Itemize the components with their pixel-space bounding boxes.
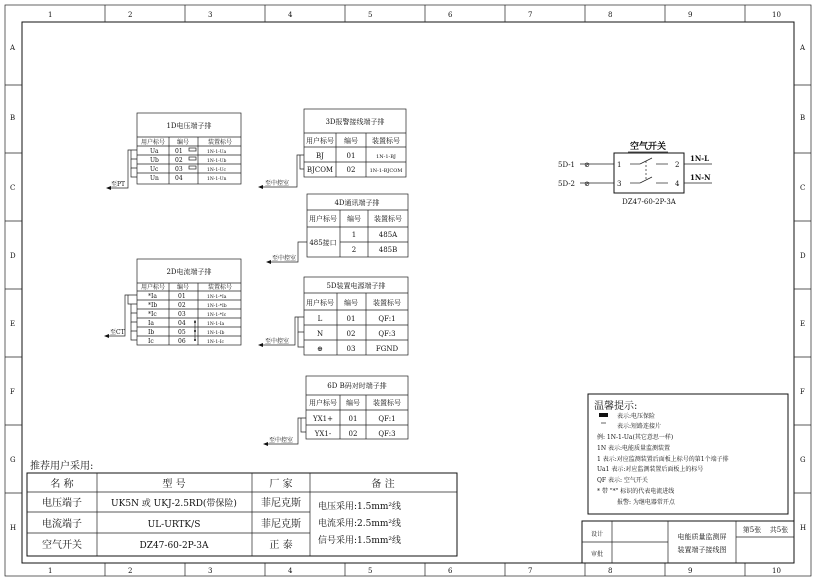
recommend-header-vendor: 厂 家: [269, 479, 293, 490]
block-2d-row2-dev: 1N-1-*Ib: [207, 304, 227, 309]
row-b-right: B: [800, 114, 806, 122]
block-6d-row1-dev: QF:1: [378, 415, 396, 423]
block-3d-header-no: 编号: [344, 137, 358, 145]
block-3d-row2-dev: 1N-1-BJCOM: [369, 168, 403, 174]
block-1d-row2-no: 02: [175, 157, 183, 164]
title-review: 审批: [590, 551, 604, 558]
block-2d-row4-user: Ia: [148, 320, 154, 327]
block-1d-row1-user: Ua: [150, 148, 159, 155]
row-f-right: F: [800, 388, 805, 396]
col-1-bottom: 1: [48, 567, 53, 575]
fuse-icon: [189, 166, 196, 169]
block-5d-row1-dev: QF:1: [378, 315, 396, 323]
block-6d-row2-dev: QF:3: [378, 430, 396, 438]
block-3d-row1-no: 01: [346, 152, 356, 160]
row-g-left: G: [10, 456, 16, 464]
terminal-block-5d: [258, 277, 408, 355]
recommend-note1: 电压采用:1.5mm²线: [318, 502, 402, 512]
breaker-out2: 1N-N: [690, 173, 711, 182]
block-1d-row2-dev: 1N-1-Ub: [207, 159, 227, 164]
col-10-top: 10: [772, 11, 781, 19]
col-3-top: 3: [208, 11, 213, 19]
col-4-bottom: 4: [288, 567, 293, 575]
tips-title: 温馨提示:: [594, 401, 638, 412]
arrow-icon: [104, 334, 109, 338]
col-2-top: 2: [128, 11, 133, 19]
row-b-left: B: [10, 114, 16, 122]
block-3d-header-user: 用户标号: [306, 137, 334, 145]
recommend-header-name: 名 称: [50, 479, 74, 490]
fuse-icon: [189, 157, 196, 160]
row-c-right: C: [800, 184, 806, 192]
breaker-pin2: 2: [675, 161, 680, 169]
recommend-row2-vendor: 菲尼克斯: [261, 519, 301, 530]
arrow-icon: [263, 442, 268, 446]
tips-line5: 1 表示:对应监测装置后面板上标号的第1个端子排: [597, 456, 729, 463]
block-6d-row1-user: YX1+: [313, 415, 333, 423]
col-3-bottom: 3: [208, 567, 213, 575]
row-e-left: E: [10, 320, 16, 328]
block-1d-row1-dev: 1N-1-Ua: [207, 150, 227, 155]
row-a-right: A: [800, 44, 806, 52]
col-8-top: 8: [608, 11, 613, 19]
block-2d-row2-user: *Ib: [148, 302, 158, 309]
breaker-in1: 5D-1: [558, 161, 576, 169]
tips-line4: 1N 表示:电能质量监测装置: [597, 445, 670, 452]
recommend-row1-name: 电压端子: [42, 498, 82, 509]
col-9-bottom: 9: [688, 567, 693, 575]
block-1d-dest: 至PT: [111, 181, 126, 188]
block-5d-row2-user: N: [316, 330, 324, 338]
title-name-line2: 装置端子接线图: [677, 546, 727, 554]
block-2d-header-user: 用户标号: [140, 284, 166, 291]
breaker-title: 空气开关: [629, 142, 667, 152]
air-breaker-diagram: [558, 140, 712, 206]
breaker-box: [614, 153, 684, 193]
tips-line1: 表示:电压保险: [617, 413, 656, 420]
block-6d-title: 6D B码对时端子排: [327, 382, 387, 390]
col-8-bottom: 8: [608, 567, 613, 575]
tips-line7: QF 表示: 空气开关: [597, 477, 648, 484]
tips-line6: Ua1 表示:对应监测装置后面板上的标号: [597, 466, 704, 473]
block-1d-row4-no: 04: [175, 175, 183, 182]
block-1d-row4-user: Un: [150, 175, 159, 182]
block-2d-row4-no: 04: [178, 320, 186, 327]
terminal-block-3d: [258, 109, 406, 189]
block-2d-row5-no: 05: [178, 329, 186, 336]
title-block: [582, 521, 794, 563]
block-5d-row3-no: 03: [346, 345, 356, 353]
block-4d-header-no: 编号: [347, 215, 361, 223]
block-4d-header-dev: 装置标号: [374, 215, 402, 223]
block-6d-header-no: 编号: [346, 399, 360, 407]
terminal-circle-icon: ⊘: [584, 161, 590, 169]
terminal-block-4d: [266, 194, 408, 264]
breaker-out1: 1N-L: [690, 154, 710, 163]
block-1d-header-no: 编号: [176, 139, 190, 146]
terminal-block-6d: [263, 376, 408, 446]
block-5d-row2-no: 02: [346, 330, 356, 338]
block-5d-header-dev: 装置标号: [373, 299, 401, 307]
block-2d-row4-dev: 1N-1-Ia: [207, 322, 225, 327]
block-1d-row3-user: Uc: [150, 166, 159, 173]
col-5-top: 5: [368, 11, 373, 19]
recommend-row3-vendor: 正 泰: [269, 540, 293, 551]
tips-box: [588, 394, 788, 514]
row-a-left: A: [10, 44, 16, 52]
block-2d-row3-user: *Ic: [148, 311, 157, 318]
col-10-bottom: 10: [772, 567, 781, 575]
block-2d-dest: 至CT: [110, 329, 125, 336]
block-2d-row5-user: Ib: [148, 329, 155, 336]
col-5-bottom: 5: [368, 567, 373, 575]
block-3d-title: 3D报警接线端子排: [325, 118, 385, 126]
title-name-line1: 电能质量监测屏: [677, 533, 727, 541]
tips-line8: * 带 "*" 标识的代表电流进线: [597, 488, 675, 495]
block-5d-title: 5D装置电源端子排: [326, 282, 386, 290]
block-2d-row1-user: *Ia: [148, 293, 157, 300]
col-9-top: 9: [688, 11, 693, 19]
block-2d-row3-dev: 1N-1-*Ic: [207, 313, 227, 318]
arrow-icon: [258, 343, 263, 347]
fuse-icon: [189, 148, 196, 151]
block-1d-row2-user: Ub: [150, 157, 159, 164]
col-7-top: 7: [528, 11, 533, 19]
breaker-pin4: 4: [675, 180, 680, 188]
title-total: 共5张: [769, 526, 789, 534]
recommend-row1-vendor: 菲尼克斯: [261, 498, 301, 509]
block-4d-row2-no: 2: [351, 246, 357, 254]
breaker-model: DZ47-60-2P-3A: [622, 198, 676, 206]
row-f-left: F: [10, 388, 15, 396]
block-2d-row1-no: 01: [178, 293, 186, 300]
terminal-circle-icon: ⊘: [584, 180, 590, 188]
block-2d-header-dev: 装置标号: [207, 284, 233, 291]
block-1d-header-user: 用户标号: [140, 139, 166, 146]
row-e-right: E: [800, 320, 806, 328]
block-5d-row3-dev: FGND: [375, 345, 399, 353]
block-1d-row3-dev: 1N-1-Uc: [207, 168, 227, 173]
block-2d-row3-no: 03: [178, 311, 186, 318]
block-2d-header-no: 编号: [176, 284, 190, 291]
block-5d-header-no: 编号: [344, 299, 358, 307]
breaker-in2: 5D-2: [558, 180, 576, 188]
tips-line3: 例: 1N-1-Ua(其它意思一样): [597, 434, 674, 441]
block-4d-row1-no: 1: [351, 231, 357, 239]
recommend-row2-name: 电流端子: [42, 519, 82, 530]
arrow-icon: [266, 260, 271, 264]
block-3d-row1-user: BJ: [316, 152, 324, 160]
block-5d-header-user: 用户标号: [306, 299, 334, 307]
block-1d-row3-no: 03: [175, 166, 183, 173]
terminal-block-1d: [106, 113, 241, 190]
block-1d-row4-dev: 1N-1-Un: [207, 177, 227, 182]
recommend-note2: 电流采用:2.5mm²线: [318, 519, 402, 529]
col-6-top: 6: [448, 11, 453, 19]
block-6d-row2-user: YX1-: [314, 430, 332, 438]
block-2d-title: 2D电流端子排: [166, 268, 212, 276]
block-6d-row2-no: 02: [348, 430, 358, 438]
recommend-table: [27, 459, 457, 556]
block-1d-header-dev: 装置标号: [207, 139, 233, 146]
recommend-row3-model: DZ47-60-2P-3A: [139, 541, 209, 551]
block-3d-row2-no: 02: [346, 166, 356, 174]
block-6d-row1-no: 01: [348, 415, 358, 423]
breaker-pin3: 3: [617, 180, 622, 188]
block-1d-title: 1D电压端子排: [166, 122, 212, 130]
block-6d-dest: 至中控室: [269, 437, 294, 444]
fuse-icon: [599, 413, 608, 417]
row-d-right: D: [800, 252, 806, 260]
title-design: 设计: [590, 531, 604, 538]
row-g-right: G: [800, 456, 806, 464]
block-5d-row3-user: ⊕: [317, 345, 323, 353]
col-2-bottom: 2: [128, 567, 133, 575]
terminal-block-2d: [104, 259, 241, 345]
row-d-left: D: [10, 252, 16, 260]
col-1-top: 1: [48, 11, 53, 19]
recommend-note3: 信号采用:1.5mm²线: [318, 536, 402, 546]
block-5d-row1-no: 01: [346, 315, 356, 323]
block-2d-row5-dev: 1N-1-Ib: [207, 331, 225, 336]
block-4d-title: 4D通讯端子排: [334, 199, 380, 207]
block-2d-row2-no: 02: [178, 302, 186, 309]
tips-line2: 表示:短路连接片: [617, 423, 662, 430]
row-c-left: C: [10, 184, 16, 192]
block-2d-row6-no: 06: [178, 338, 186, 345]
block-2d-row6-user: Ic: [148, 338, 154, 345]
title-sheet: 第5张: [742, 526, 762, 534]
block-3d-dest: 至中控室: [265, 180, 290, 187]
block-2d-row1-dev: 1N-1-*Ia: [207, 295, 227, 300]
block-6d-header-user: 用户标号: [309, 399, 337, 407]
block-5d-row2-dev: QF:3: [378, 330, 396, 338]
recommend-row1-model: UK5N 或 UKJ-2.5RD(带保险): [111, 499, 237, 509]
block-2d-row6-dev: 1N-1-Ic: [207, 340, 225, 345]
recommend-row2-model: UL-URTK/S: [147, 520, 201, 530]
row-h-left: H: [10, 524, 17, 532]
recommend-title: 推荐用户采用:: [30, 461, 94, 472]
col-4-top: 4: [288, 11, 293, 19]
arrow-icon: [258, 185, 263, 189]
col-7-bottom: 7: [528, 567, 533, 575]
breaker-pin1: 1: [617, 161, 622, 169]
recommend-row3-name: 空气开关: [42, 540, 82, 551]
tips-line9: 报警: 为继电器常开点: [617, 499, 675, 506]
recommend-header-note: 备 注: [371, 479, 395, 490]
col-6-bottom: 6: [448, 567, 453, 575]
block-6d-header-dev: 装置标号: [373, 399, 401, 407]
block-3d-header-dev: 装置标号: [372, 137, 400, 145]
block-4d-header-user: 用户标号: [309, 215, 337, 223]
block-4d-row1-dev: 485A: [378, 231, 398, 239]
block-4d-user: 485接口: [309, 239, 337, 247]
block-5d-dest: 至中控室: [265, 338, 290, 345]
block-4d-dest: 至中控室: [272, 255, 297, 262]
row-h-right: H: [800, 524, 807, 532]
block-5d-row1-user: L: [317, 315, 323, 323]
block-4d-row2-dev: 485B: [378, 246, 398, 254]
block-3d-row1-dev: 1N-1-BJ: [376, 154, 396, 160]
block-3d-row2-user: BJCOM: [306, 166, 334, 174]
block-1d-row1-no: 01: [175, 148, 183, 155]
recommend-header-model: 型 号: [162, 479, 186, 490]
